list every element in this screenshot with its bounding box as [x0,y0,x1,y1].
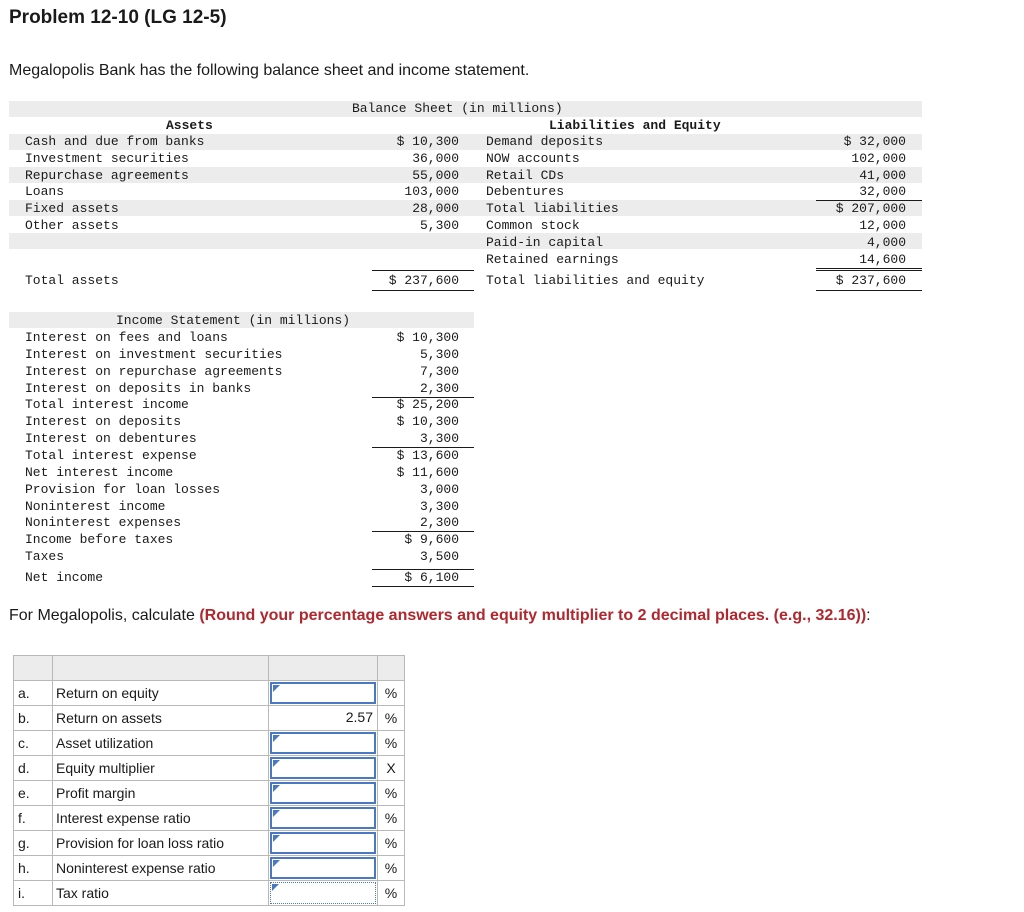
income-row-value: $ 25,200 [396,397,459,413]
input-corner-marker-icon [272,884,279,891]
total-assets-label: Total assets [25,273,119,288]
answer-input[interactable] [270,832,376,854]
income-row-value: 3,500 [419,549,459,565]
income-row-label: Taxes [25,549,65,565]
liability-value: 12,000 [859,218,906,233]
income-row-value: $ 10,300 [396,414,459,430]
liability-value: 4,000 [866,234,906,250]
answer-row [14,756,405,781]
answer-input-cell [269,706,378,731]
income-row-value: 7,300 [419,363,459,379]
answer-input-cell [269,756,378,781]
liability-value: 14,600 [816,252,922,269]
instruction-suffix: : [866,607,871,624]
answer-label: Return on assets [53,706,269,731]
answer-row [14,731,405,756]
answer-input-cell [269,781,378,806]
asset-label: Fixed assets [25,201,119,217]
input-corner-marker-icon [273,860,280,867]
asset-label: Investment securities [25,150,189,166]
answer-input[interactable] [270,732,376,754]
answer-input[interactable] [270,857,376,879]
answer-unit: % [378,806,405,831]
total-liabilities-equity-label: Total liabilities and equity [486,273,705,288]
income-row-label: Interest on debentures [25,431,197,447]
answer-input-cell [269,681,378,706]
answer-label: Return on equity [53,681,269,706]
income-row-value: $ 9,600 [404,532,459,548]
answer-input-cell [269,831,378,856]
answer-input[interactable] [270,682,376,704]
income-row-label: Noninterest expenses [25,515,182,531]
instruction-text [9,607,871,625]
answer-unit: % [378,856,405,881]
liability-label: Retail CDs [486,167,565,183]
liability-value: 102,000 [851,150,906,166]
asset-value: 103,000 [404,184,459,200]
asset-value: 36,000 [412,150,459,166]
liabilities-heading: Liabilities and Equity [549,118,721,133]
answer-input[interactable] [270,882,376,904]
asset-value: 5,300 [419,218,459,233]
problem-title: Problem 12-10 (LG 12-5) [9,7,227,28]
income-row-label: Total interest income [25,397,189,413]
answer-row [14,881,405,906]
answer-row [14,831,405,856]
input-corner-marker-icon [273,785,280,792]
asset-value: 55,000 [412,167,459,183]
input-corner-marker-icon [273,735,280,742]
answer-letter: g. [14,831,53,856]
income-row-value: 5,300 [419,346,459,362]
input-corner-marker-icon [273,810,280,817]
input-corner-marker-icon [273,685,280,692]
answer-value: 2.57 [345,709,373,725]
liability-value: 32,000 [816,184,922,201]
answer-letter: a. [14,681,53,706]
answer-letter: e. [14,781,53,806]
income-row-value: 2,300 [372,515,474,532]
income-row-label: Total interest expense [25,447,197,463]
liability-label: NOW accounts [486,150,580,166]
answer-label: Interest expense ratio [53,806,269,831]
income-row-label: Noninterest income [25,498,166,514]
instruction-lead: For Megalopolis, calculate [9,607,200,624]
total-assets-value: $ 237,600 [372,270,474,291]
income-row-value: $ 13,600 [396,447,459,463]
answer-input-cell [269,881,378,906]
assets-heading: Assets [166,118,213,133]
answer-unit: % [378,881,405,906]
answer-unit: % [378,731,405,756]
income-row-label: Interest on deposits in banks [25,380,252,396]
answer-input[interactable] [270,807,376,829]
liability-label: Common stock [486,218,580,233]
liability-value: $ 32,000 [843,134,906,149]
income-row-label: Interest on deposits [25,414,182,430]
answer-row [14,706,405,731]
income-row-value: 3,300 [419,498,459,514]
asset-label: Cash and due from banks [25,134,205,149]
answer-row [14,806,405,831]
income-row-value: 3,300 [372,431,474,448]
instruction-rounding-note: (Round your percentage answers and equity multiplier to 2 decimal places. (e.g., 32.16)) [199,607,867,624]
asset-value: 28,000 [412,201,459,217]
answer-input[interactable] [270,782,376,804]
asset-label: Loans [25,184,65,200]
answer-label: Equity multiplier [53,756,269,781]
income-row-label: Interest on repurchase agreements [25,363,283,379]
answer-unit: % [378,706,405,731]
balance-sheet-heading: Balance Sheet (in millions) [352,101,563,116]
liability-label: Debentures [486,184,565,200]
income-row-label: Interest on investment securities [25,346,283,362]
answer-label: Tax ratio [53,881,269,906]
input-corner-marker-icon [273,760,280,767]
answer-input-cell [269,731,378,756]
answer-input-cell [269,806,378,831]
asset-label: Repurchase agreements [25,167,189,183]
income-row-value: $ 6,100 [372,569,474,587]
answer-label: Profit margin [53,781,269,806]
answer-row [14,856,405,881]
liability-label: Retained earnings [486,251,619,267]
answer-label: Noninterest expense ratio [53,856,269,881]
answer-row [14,781,405,806]
answer-letter: i. [14,881,53,906]
income-row-label: Interest on fees and loans [25,330,228,345]
answer-letter: h. [14,856,53,881]
answer-label: Provision for loan loss ratio [53,831,269,856]
balance-sheet-row-band [9,233,922,249]
asset-label: Other assets [25,218,119,233]
income-row-value: $ 10,300 [396,330,459,345]
total-liabilities-equity-value: $ 237,600 [816,270,922,291]
answer-label: Asset utilization [53,731,269,756]
liability-label: Demand deposits [486,134,604,149]
income-row-label: Net interest income [25,464,174,480]
income-row-label: Net income [25,569,104,585]
answer-unit: % [378,681,405,706]
answer-unit: X [378,756,405,781]
income-row-label: Income before taxes [25,532,174,548]
answer-input-cell [269,856,378,881]
income-row-value: 2,300 [372,381,474,398]
answer-letter: c. [14,731,53,756]
input-corner-marker-icon [273,835,280,842]
income-row-value: 3,000 [419,481,459,497]
answer-unit: % [378,831,405,856]
answer-unit: % [378,781,405,806]
answer-input[interactable] [270,757,376,779]
answer-row [14,681,405,706]
income-row-value: $ 11,600 [396,464,459,480]
answer-table-header [14,656,405,681]
liability-label: Total liabilities [486,201,619,217]
answer-letter: b. [14,706,53,731]
income-row-label: Provision for loan losses [25,481,221,497]
asset-value: $ 10,300 [396,134,459,149]
liability-label: Paid-in capital [486,234,604,250]
liability-value: $ 207,000 [835,201,906,217]
answer-table [13,655,405,906]
income-statement-heading: Income Statement (in millions) [116,313,351,328]
answer-letter: d. [14,756,53,781]
answer-letter: f. [14,806,53,831]
liability-value: 41,000 [859,167,906,183]
intro-text: Megalopolis Bank has the following balance sheet and income statement. [9,62,530,79]
